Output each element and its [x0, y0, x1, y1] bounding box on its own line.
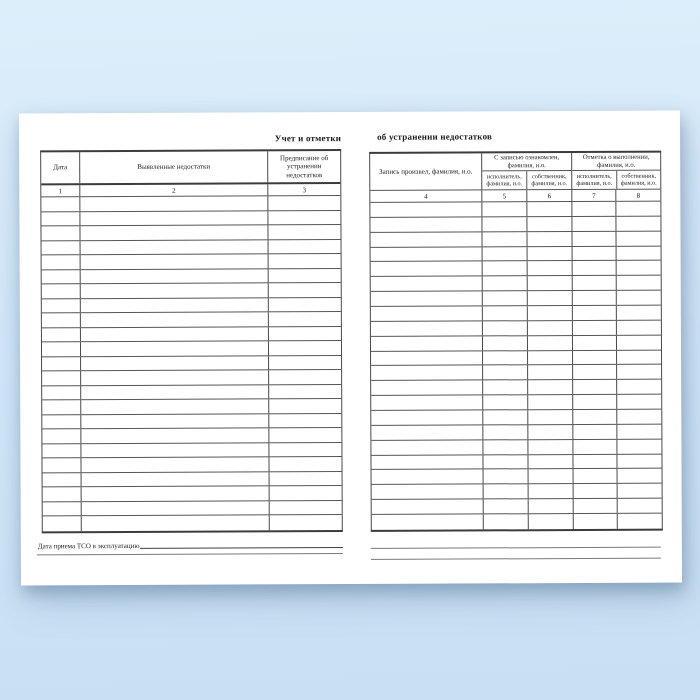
empty-cell: [82, 501, 270, 515]
table-row: [42, 298, 341, 314]
table-row: [372, 484, 662, 500]
empty-cell: [269, 457, 341, 471]
empty-cell: [617, 321, 661, 335]
empty-cell: [81, 283, 269, 297]
empty-cell: [80, 225, 268, 239]
empty-cell: [617, 380, 661, 394]
table-row: [371, 410, 661, 426]
empty-cell: [372, 470, 484, 484]
empty-cell: [371, 455, 483, 469]
empty-cell: [269, 443, 341, 457]
empty-cell: [81, 327, 269, 341]
sub-header-executor: исполнитель, фамилия, и.о.: [482, 171, 527, 189]
empty-cell: [528, 321, 573, 335]
col-number: 3: [302, 185, 307, 194]
empty-cell: [270, 501, 342, 515]
empty-cell: [372, 485, 484, 499]
empty-cell: [371, 381, 483, 395]
empty-cell: [371, 306, 483, 320]
empty-cell: [484, 485, 529, 499]
empty-cell: [573, 365, 617, 379]
table-row: [370, 217, 660, 233]
empty-cell: [81, 443, 269, 457]
empty-cell: [527, 202, 572, 216]
empty-cell: [618, 484, 662, 498]
table-row: [371, 335, 661, 351]
col-header-prescription: Предписание об устранении недостатков: [279, 153, 329, 180]
table-row: [42, 269, 341, 285]
table-row: [371, 261, 661, 277]
empty-cell: [483, 410, 528, 424]
empty-cell: [618, 514, 662, 529]
empty-cell: [573, 306, 617, 320]
empty-cell: [617, 454, 661, 468]
empty-cell: [574, 469, 618, 483]
right-empty-rows: [370, 202, 661, 530]
group-acknowledged: [482, 153, 572, 189]
empty-cell: [42, 328, 81, 342]
empty-cell: [371, 410, 483, 424]
empty-cell: [573, 246, 617, 260]
table-row: [43, 486, 342, 502]
empty-cell: [43, 473, 82, 487]
col-header-deficiencies: Выявленные недостатки: [80, 151, 268, 183]
empty-cell: [370, 202, 482, 216]
empty-cell: [528, 395, 573, 409]
empty-cell: [528, 380, 573, 394]
empty-cell: [371, 440, 483, 454]
table-row: [371, 425, 661, 441]
table-row: [370, 202, 660, 218]
sub-header-row: [572, 171, 660, 189]
table-row: [41, 211, 340, 227]
empty-cell: [484, 499, 529, 513]
table-row: [372, 514, 662, 530]
col-number: 4: [370, 190, 482, 201]
empty-cell: [617, 439, 661, 453]
empty-cell: [81, 385, 269, 399]
sub-header-row: [482, 171, 571, 189]
empty-cell: [42, 357, 81, 371]
empty-cell: [528, 336, 573, 350]
table-row: [371, 454, 661, 470]
empty-cell: [528, 440, 573, 454]
empty-cell: [573, 336, 617, 350]
acceptance-date-line: [38, 541, 343, 550]
empty-cell: [483, 440, 528, 454]
empty-cell: [82, 516, 270, 531]
empty-cell: [483, 381, 528, 395]
write-in-underline: [140, 547, 343, 549]
empty-cell: [42, 299, 81, 313]
table-row: [371, 246, 661, 262]
empty-cell: [42, 270, 81, 284]
table-row: [42, 428, 341, 444]
empty-cell: [483, 247, 528, 261]
empty-cell: [529, 514, 574, 529]
col-number: 8: [636, 191, 641, 200]
table-row: [42, 443, 341, 459]
col-number: 6: [527, 190, 572, 201]
empty-cell: [528, 365, 573, 379]
col-number: 1: [41, 185, 80, 196]
empty-cell: [483, 262, 528, 276]
empty-cell: [42, 400, 81, 414]
group-completion: [572, 153, 660, 189]
empty-cell: [484, 470, 529, 484]
empty-cell: [483, 291, 528, 305]
empty-cell: [483, 395, 528, 409]
empty-cell: [81, 269, 269, 283]
empty-cell: [269, 269, 341, 283]
empty-cell: [573, 321, 617, 335]
empty-cell: [529, 469, 574, 483]
empty-cell: [42, 415, 81, 429]
empty-cell: [573, 410, 617, 424]
empty-cell: [617, 276, 661, 290]
col-number: 5: [482, 190, 527, 201]
acceptance-date-label: Дата приема ТСО в эксплуатацию: [37, 541, 140, 551]
table-row: [42, 327, 341, 343]
col-number: 2: [80, 184, 268, 196]
empty-cell: [618, 469, 662, 483]
empty-cell: [528, 410, 573, 424]
empty-cell: [269, 283, 341, 297]
group-header-acknowledged: С записью ознакомлен, фамилия, и.о.: [482, 153, 571, 171]
empty-cell: [82, 487, 270, 501]
empty-cell: [617, 395, 661, 409]
table-row: [42, 341, 341, 357]
table-row: [371, 276, 661, 292]
empty-cell: [80, 211, 268, 225]
empty-cell: [482, 232, 527, 246]
empty-cell: [42, 313, 81, 327]
empty-cell: [269, 414, 341, 428]
empty-cell: [371, 292, 483, 306]
col-header-record-author: Запись произвел, фамилия, и.о.: [370, 153, 482, 189]
empty-cell: [81, 414, 269, 428]
table-row: [42, 283, 341, 299]
empty-cell: [528, 247, 573, 261]
empty-cell: [483, 277, 528, 291]
table-row: [372, 499, 662, 515]
table-row: [42, 399, 341, 415]
empty-cell: [269, 240, 341, 254]
table-row: [41, 196, 340, 212]
empty-cell: [371, 351, 483, 365]
empty-cell: [81, 356, 269, 370]
table-row: [42, 240, 341, 256]
empty-cell: [42, 255, 81, 269]
empty-cell: [81, 371, 269, 385]
table-row: [42, 356, 341, 372]
empty-cell: [528, 455, 573, 469]
empty-cell: [574, 484, 618, 498]
empty-cell: [268, 225, 340, 239]
empty-cell: [527, 217, 572, 231]
empty-cell: [269, 370, 341, 384]
empty-cell: [528, 276, 573, 290]
empty-cell: [617, 365, 661, 379]
empty-cell: [573, 454, 617, 468]
empty-cell: [269, 428, 341, 442]
empty-cell: [528, 351, 573, 365]
table-row: [41, 225, 340, 241]
empty-cell: [616, 217, 660, 231]
empty-cell: [269, 327, 341, 341]
empty-cell: [528, 291, 573, 305]
empty-cell: [573, 425, 617, 439]
empty-cell: [270, 515, 342, 530]
empty-cell: [269, 254, 341, 268]
empty-cell: [371, 247, 483, 261]
empty-cell: [42, 284, 81, 298]
empty-cell: [572, 202, 616, 216]
empty-cell: [80, 196, 268, 210]
empty-cell: [82, 472, 270, 486]
empty-cell: [617, 261, 661, 275]
group-header-completion: Отметка о выполнении, фамилия, и.о.: [572, 153, 660, 171]
empty-cell: [371, 396, 483, 410]
empty-cell: [617, 425, 661, 439]
empty-cell: [81, 254, 269, 268]
empty-cell: [81, 298, 269, 312]
page-title-left: Учет и отметки: [274, 133, 342, 144]
empty-cell: [573, 395, 617, 409]
empty-cell: [370, 217, 482, 231]
empty-cell: [269, 341, 341, 355]
empty-cell: [529, 484, 574, 498]
empty-cell: [270, 486, 342, 500]
empty-cell: [268, 211, 340, 225]
empty-cell: [372, 500, 484, 514]
table-row: [371, 306, 661, 322]
empty-cell: [573, 276, 617, 290]
empty-cell: [270, 472, 342, 486]
empty-cell: [370, 232, 482, 246]
empty-cell: [482, 202, 527, 216]
empty-cell: [482, 217, 527, 231]
table-row: [42, 457, 341, 473]
empty-cell: [616, 231, 660, 245]
table-row: [370, 231, 660, 247]
empty-cell: [483, 425, 528, 439]
empty-cell: [528, 306, 573, 320]
empty-cell: [41, 226, 80, 240]
empty-cell: [41, 197, 80, 211]
empty-cell: [617, 335, 661, 349]
empty-cell: [483, 321, 528, 335]
empty-cell: [81, 240, 269, 254]
empty-cell: [573, 261, 617, 275]
empty-cell: [483, 306, 528, 320]
empty-cell: [483, 336, 528, 350]
table-row: [371, 291, 661, 307]
table-row: [372, 469, 662, 485]
empty-cell: [573, 291, 617, 305]
empty-cell: [483, 351, 528, 365]
sub-header-owner: собственник, фамилия, и.о.: [531, 173, 568, 188]
blank-write-in-line: [371, 547, 661, 549]
empty-cell: [269, 385, 341, 399]
table-row: [42, 312, 341, 328]
left-empty-rows: [41, 196, 341, 531]
empty-cell: [617, 291, 661, 305]
table-row: [43, 472, 342, 488]
empty-cell: [41, 212, 80, 226]
empty-cell: [617, 246, 661, 260]
blank-write-in-line: [371, 558, 661, 560]
empty-cell: [269, 312, 341, 326]
empty-cell: [42, 386, 81, 400]
empty-cell: [42, 458, 81, 472]
table-row: [371, 395, 661, 411]
empty-cell: [529, 499, 574, 513]
sub-header-owner: собственник, фамилия, и.о.: [620, 172, 657, 187]
empty-cell: [617, 350, 661, 364]
empty-cell: [484, 514, 529, 529]
empty-cell: [618, 499, 662, 513]
empty-cell: [572, 232, 616, 246]
table-row: [371, 321, 661, 337]
table-row: [371, 439, 661, 455]
empty-cell: [573, 350, 617, 364]
table-row: [43, 501, 342, 517]
empty-cell: [81, 458, 269, 472]
table-row: [371, 365, 661, 381]
empty-cell: [269, 356, 341, 370]
empty-cell: [617, 306, 661, 320]
empty-cell: [616, 202, 660, 216]
paper-sheet: [19, 111, 682, 586]
page-title-right: об устранении недостатков: [377, 131, 493, 142]
empty-cell: [573, 440, 617, 454]
table-row: [42, 385, 341, 401]
table-row: [371, 380, 661, 396]
table-row: [371, 350, 661, 366]
right-header-row: [370, 153, 660, 191]
table-row: [42, 414, 341, 430]
table-row: [42, 370, 341, 386]
empty-cell: [573, 380, 617, 394]
empty-cell: [269, 298, 341, 312]
empty-cell: [81, 342, 269, 356]
empty-cell: [43, 517, 82, 532]
empty-cell: [574, 499, 618, 513]
empty-cell: [372, 514, 484, 529]
deficiency-table-right: [369, 151, 663, 532]
empty-cell: [42, 371, 81, 385]
col-number: 7: [572, 190, 616, 201]
sub-header-executor: исполнитель, фамилия, и.о.: [572, 171, 617, 189]
empty-cell: [483, 366, 528, 380]
col-header-date: Дата: [41, 152, 80, 183]
empty-cell: [42, 342, 81, 356]
empty-cell: [371, 321, 483, 335]
empty-cell: [42, 429, 81, 443]
empty-cell: [572, 217, 616, 231]
empty-cell: [42, 444, 81, 458]
empty-cell: [527, 232, 572, 246]
empty-cell: [81, 429, 269, 443]
empty-cell: [268, 196, 340, 210]
empty-cell: [617, 410, 661, 424]
empty-cell: [43, 487, 82, 501]
empty-cell: [574, 514, 618, 529]
empty-cell: [371, 425, 483, 439]
empty-cell: [528, 425, 573, 439]
left-header-row: [41, 151, 340, 185]
empty-cell: [269, 399, 341, 413]
empty-cell: [371, 277, 483, 291]
deficiency-table-left: [40, 149, 343, 533]
empty-cell: [371, 336, 483, 350]
empty-cell: [371, 366, 483, 380]
empty-cell: [483, 455, 528, 469]
empty-cell: [42, 241, 81, 255]
empty-cell: [371, 262, 483, 276]
empty-cell: [81, 312, 269, 326]
table-row: [42, 254, 341, 270]
empty-cell: [43, 502, 82, 516]
empty-cell: [81, 400, 269, 414]
empty-cell: [528, 261, 573, 275]
blank-write-in-line: [37, 553, 343, 555]
table-row: [43, 515, 342, 531]
